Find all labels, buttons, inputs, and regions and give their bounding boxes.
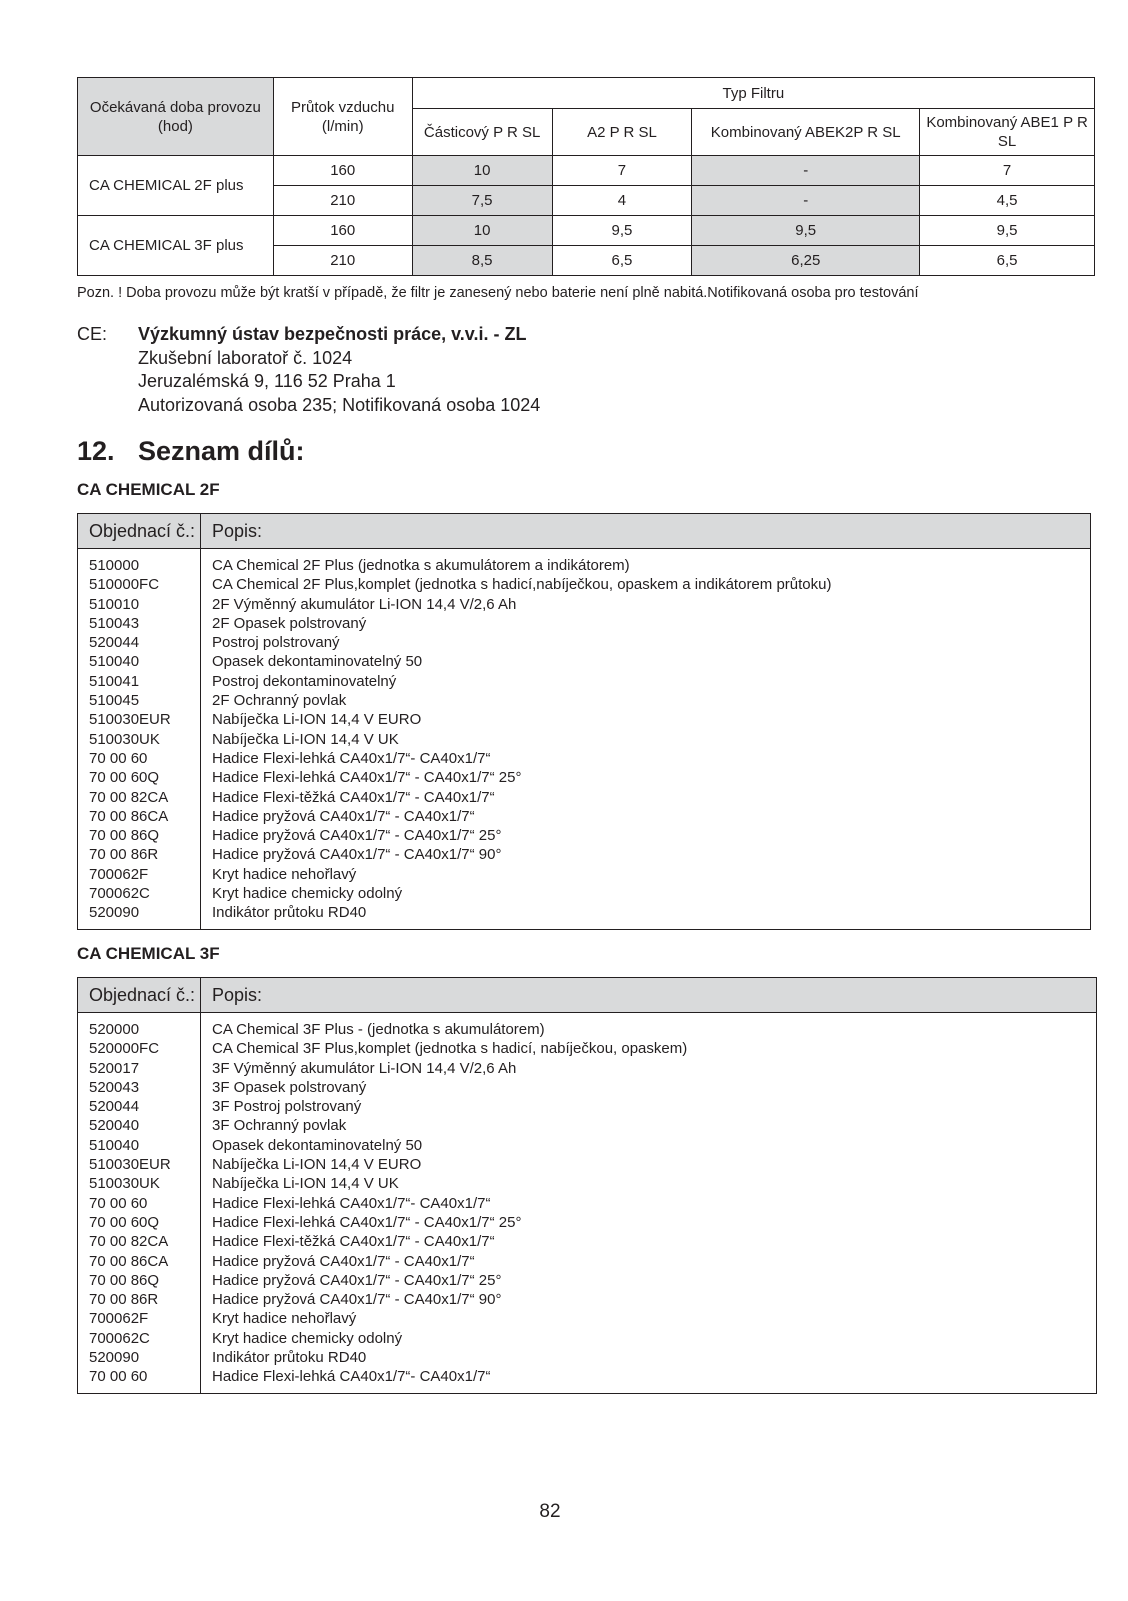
part-description: Hadice Flexi-lehká CA40x1/7“- CA40x1/7“ (201, 749, 1091, 768)
ce-address: Jeruzalémská 9, 116 52 Praha 1 (138, 371, 396, 391)
header-filter-particle: Částicový P R SL (412, 109, 552, 156)
flow-value: 160 (273, 216, 412, 246)
table-row (78, 807, 1091, 826)
part-code: 510010 (78, 595, 201, 614)
runtime-cell: 10 (412, 156, 552, 186)
part-code: 520000 (78, 1013, 201, 1040)
header-order-number: Objednací č.: (78, 514, 201, 549)
table-row (78, 1213, 1097, 1232)
table-row (78, 903, 1091, 929)
table-row (78, 1136, 1097, 1155)
part-description: CA Chemical 2F Plus,komplet (jednotka s hadicí,nabíječkou, opaskem a indikátorem průtoku) (201, 575, 1091, 594)
runtime-cell: 9,5 (692, 216, 920, 246)
table-row (78, 1252, 1097, 1271)
part-code: 700062C (78, 884, 201, 903)
part-description: 2F Ochranný povlak (201, 691, 1091, 710)
section-heading (77, 436, 305, 467)
part-description: Hadice pryžová CA40x1/7“ - CA40x1/7“ (201, 807, 1091, 826)
runtime-cell: 7 (920, 156, 1095, 186)
part-description: Kryt hadice nehořlavý (201, 1309, 1097, 1328)
header-operating-hours: Očekávaná doba provozu (hod) (78, 78, 274, 156)
part-code: 700062C (78, 1329, 201, 1348)
part-code: 70 00 86Q (78, 1271, 201, 1290)
header-filter-a2: A2 P R SL (552, 109, 692, 156)
runtime-cell: 9,5 (920, 216, 1095, 246)
flow-value: 210 (273, 246, 412, 276)
table-row (78, 1271, 1097, 1290)
table-row (78, 1329, 1097, 1348)
runtime-cell: 7,5 (412, 186, 552, 216)
ce-authorization: Autorizovaná osoba 235; Notifikovaná osoba 1024 (138, 394, 541, 415)
part-code: 70 00 60 (78, 1367, 201, 1393)
table-row (78, 1078, 1097, 1097)
part-description: Kryt hadice nehořlavý (201, 865, 1091, 884)
header-air-flow: Průtok vzduchu (l/min) (273, 78, 412, 156)
runtime-cell: 10 (412, 216, 552, 246)
table-row (78, 595, 1091, 614)
table-row (78, 672, 1091, 691)
table-row (78, 845, 1091, 864)
part-description: 2F Opasek polstrovaný (201, 614, 1091, 633)
part-code: 510030EUR (78, 710, 201, 729)
part-code: 520044 (78, 633, 201, 652)
part-description: Postroj dekontaminovatelný (201, 672, 1091, 691)
page-number: 82 (539, 1501, 561, 1522)
header-order-number: Objednací č.: (78, 978, 201, 1013)
part-code: 70 00 86Q (78, 826, 201, 845)
table-row (78, 730, 1091, 749)
part-description: Hadice pryžová CA40x1/7“ - CA40x1/7“ 25° (201, 1271, 1097, 1290)
table-row (78, 768, 1091, 787)
part-code: 70 00 86R (78, 845, 201, 864)
part-description: 3F Opasek polstrovaný (201, 1078, 1097, 1097)
part-description: Indikátor průtoku RD40 (201, 1348, 1097, 1367)
ce-organization: Výzkumný ústav bezpečnosti práce, v.v.i. - ZL (138, 324, 527, 344)
runtime-note: Pozn. ! Doba provozu může být kratší v případě, že filtr je zanesený nebo baterie není plně nabitá.Notifikovaná osoba pro testování (77, 285, 919, 301)
table-row (78, 1309, 1097, 1328)
part-code: 70 00 82CA (78, 1232, 201, 1251)
part-description: Nabíječka Li-ION 14,4 V EURO (201, 1155, 1097, 1174)
part-code: 70 00 86R (78, 1290, 201, 1309)
filter-runtime-table (77, 77, 1095, 276)
device-name: CA CHEMICAL 2F plus (78, 156, 274, 216)
part-code: 510030EUR (78, 1155, 201, 1174)
runtime-cell: 8,5 (412, 246, 552, 276)
table-row (78, 1232, 1097, 1251)
part-description: Hadice Flexi-lehká CA40x1/7“- CA40x1/7“ (201, 1194, 1097, 1213)
parts-list-2f (77, 513, 1091, 930)
part-description: Nabíječka Li-ION 14,4 V EURO (201, 710, 1091, 729)
header-filter-abek2p: Kombinovaný ABEK2P R SL (692, 109, 920, 156)
table-row (78, 549, 1091, 576)
part-code: 510030UK (78, 730, 201, 749)
runtime-cell: - (692, 186, 920, 216)
table-row (78, 865, 1091, 884)
part-description: Hadice Flexi-lehká CA40x1/7“ - CA40x1/7“ 25° (201, 1213, 1097, 1232)
table-row (78, 788, 1091, 807)
part-code: 510043 (78, 614, 201, 633)
part-description: Nabíječka Li-ION 14,4 V UK (201, 1174, 1097, 1193)
runtime-cell: - (692, 156, 920, 186)
table-row (78, 652, 1091, 671)
runtime-cell: 4 (552, 186, 692, 216)
part-description: 3F Postroj polstrovaný (201, 1097, 1097, 1116)
part-description: CA Chemical 3F Plus,komplet (jednotka s hadicí, nabíječkou, opaskem) (201, 1039, 1097, 1058)
table-row (78, 1155, 1097, 1174)
flow-value: 210 (273, 186, 412, 216)
header-filter-type: Typ Filtru (412, 78, 1094, 109)
part-code: 520044 (78, 1097, 201, 1116)
table-row (78, 1348, 1097, 1367)
part-code: 520090 (78, 1348, 201, 1367)
runtime-cell: 6,5 (552, 246, 692, 276)
part-code: 700062F (78, 865, 201, 884)
runtime-cell: 6,5 (920, 246, 1095, 276)
part-description: Hadice pryžová CA40x1/7“ - CA40x1/7“ (201, 1252, 1097, 1271)
header-description: Popis: (201, 978, 1097, 1013)
part-description: Nabíječka Li-ION 14,4 V UK (201, 730, 1091, 749)
part-description: Hadice pryžová CA40x1/7“ - CA40x1/7“ 90° (201, 1290, 1097, 1309)
table-row (78, 614, 1091, 633)
header-description: Popis: (201, 514, 1091, 549)
part-description: Hadice Flexi-těžká CA40x1/7“ - CA40x1/7“ (201, 788, 1091, 807)
section-title: Seznam dílů: (138, 436, 305, 466)
part-description: Indikátor průtoku RD40 (201, 903, 1091, 929)
header-filter-abe1: Kombinovaný ABE1 P R SL (920, 109, 1095, 156)
part-code: 700062F (78, 1309, 201, 1328)
part-description: Hadice Flexi-lehká CA40x1/7“ - CA40x1/7“ 25° (201, 768, 1091, 787)
table-row (78, 749, 1091, 768)
part-description: Hadice pryžová CA40x1/7“ - CA40x1/7“ 25° (201, 826, 1091, 845)
part-code: 520043 (78, 1078, 201, 1097)
table-row (78, 1097, 1097, 1116)
part-description: 3F Výměnný akumulátor Li-ION 14,4 V/2,6 Ah (201, 1059, 1097, 1078)
part-description: 3F Ochranný povlak (201, 1116, 1097, 1135)
table-row (78, 633, 1091, 652)
part-code: 510040 (78, 1136, 201, 1155)
part-description: Kryt hadice chemicky odolný (201, 1329, 1097, 1348)
part-description: CA Chemical 2F Plus (jednotka s akumulátorem a indikátorem) (201, 549, 1091, 576)
ce-label: CE: (77, 324, 108, 344)
table-row (78, 691, 1091, 710)
parts-list-3f (77, 977, 1097, 1394)
table-row (78, 1039, 1097, 1058)
ce-laboratory: Zkušební laboratoř č. 1024 (138, 347, 353, 368)
part-code: 70 00 60 (78, 1194, 201, 1213)
parts-3f-title: CA CHEMICAL 3F (77, 944, 220, 963)
table-row (78, 1059, 1097, 1078)
parts-2f-title: CA CHEMICAL 2F (77, 480, 220, 499)
part-description: Hadice pryžová CA40x1/7“ - CA40x1/7“ 90° (201, 845, 1091, 864)
table-row (78, 1290, 1097, 1309)
table-row (78, 884, 1091, 903)
table-row (78, 1367, 1097, 1393)
part-code: 510041 (78, 672, 201, 691)
part-description: 2F Výměnný akumulátor Li-ION 14,4 V/2,6 Ah (201, 595, 1091, 614)
table-row (78, 710, 1091, 729)
part-description: Hadice Flexi-lehká CA40x1/7“- CA40x1/7“ (201, 1367, 1097, 1393)
part-code: 510000FC (78, 575, 201, 594)
part-code: 510030UK (78, 1174, 201, 1193)
part-code: 70 00 60 (78, 749, 201, 768)
table-row (78, 575, 1091, 594)
part-code: 510045 (78, 691, 201, 710)
runtime-cell: 6,25 (692, 246, 920, 276)
part-description: Opasek dekontaminovatelný 50 (201, 1136, 1097, 1155)
part-description: Kryt hadice chemicky odolný (201, 884, 1091, 903)
device-name: CA CHEMICAL 3F plus (78, 216, 274, 276)
table-row (78, 826, 1091, 845)
part-code: 510000 (78, 549, 201, 576)
part-description: Hadice Flexi-těžká CA40x1/7“ - CA40x1/7“ (201, 1232, 1097, 1251)
part-code: 520090 (78, 903, 201, 929)
table-row (78, 1116, 1097, 1135)
flow-value: 160 (273, 156, 412, 186)
table-row (78, 1174, 1097, 1193)
runtime-cell: 7 (552, 156, 692, 186)
part-description: CA Chemical 3F Plus - (jednotka s akumulátorem) (201, 1013, 1097, 1040)
part-description: Postroj polstrovaný (201, 633, 1091, 652)
runtime-cell: 9,5 (552, 216, 692, 246)
part-code: 520040 (78, 1116, 201, 1135)
part-code: 70 00 82CA (78, 788, 201, 807)
part-code: 520000FC (78, 1039, 201, 1058)
part-code: 520017 (78, 1059, 201, 1078)
part-code: 70 00 86CA (78, 807, 201, 826)
section-number: 12. (77, 436, 115, 466)
table-row (78, 1013, 1097, 1040)
runtime-cell: 4,5 (920, 186, 1095, 216)
part-description: Opasek dekontaminovatelný 50 (201, 652, 1091, 671)
part-code: 70 00 60Q (78, 1213, 201, 1232)
part-code: 510040 (78, 652, 201, 671)
table-row (78, 1194, 1097, 1213)
part-code: 70 00 60Q (78, 768, 201, 787)
part-code: 70 00 86CA (78, 1252, 201, 1271)
